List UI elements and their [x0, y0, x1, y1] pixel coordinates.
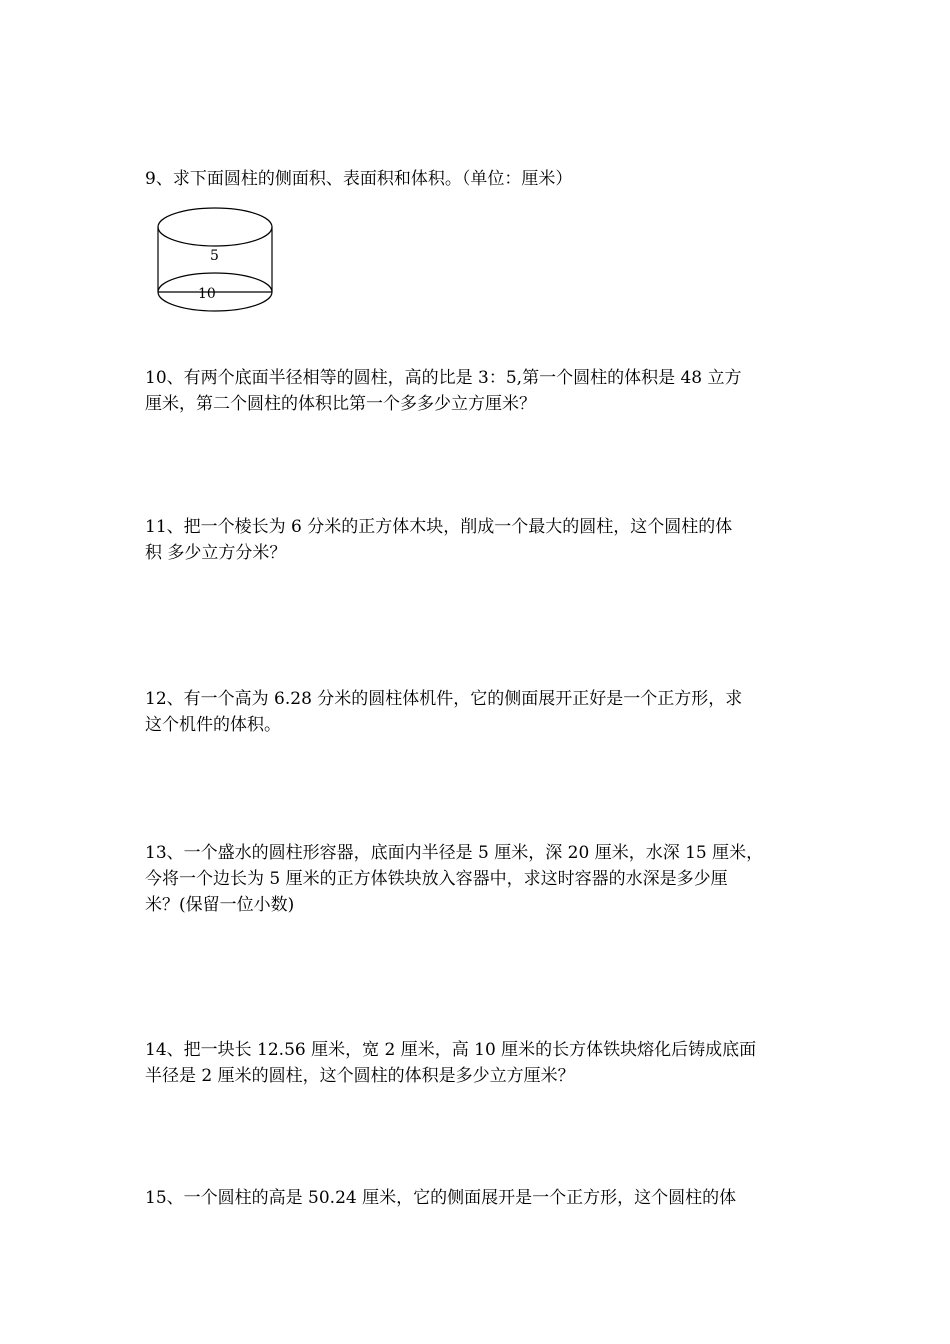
problem-10-line-1: 10、有两个底面半径相等的圆柱，高的比是 3：5,第一个圆柱的体积是 48 立方 [145, 368, 742, 388]
problem-12 [145, 686, 825, 738]
problem-13-line-1: 13、一个盛水的圆柱形容器，底面内半径是 5 厘米，深 20 厘米，水深 15 厘米， [145, 843, 764, 863]
problem-10-line-2: 厘米，第二个圆柱的体积比第一个多多少立方厘米？ [145, 394, 536, 414]
problem-9 [145, 166, 825, 192]
problem-11-line-2: 积 多少立方分米？ [145, 543, 287, 563]
problem-10 [145, 365, 825, 417]
problem-15 [145, 1185, 825, 1211]
cylinder-top-ellipse [158, 208, 272, 246]
problem-14-line-1: 14、把一块长 12.56 厘米，宽 2 厘米，高 10 厘米的长方体铁块熔化后铸成底面 [145, 1040, 757, 1060]
diameter-label: 10 [198, 286, 216, 302]
problem-12-line-2: 这个机件的体积。 [145, 715, 281, 735]
problem-14-line-2: 半径是 2 厘米的圆柱，这个圆柱的体积是多少立方厘米？ [145, 1066, 575, 1086]
problem-14 [145, 1037, 825, 1089]
problem-12-line-1: 12、有一个高为 6.28 分米的圆柱体机件，它的侧面展开正好是一个正方形，求 [145, 689, 743, 709]
problem-15-line-1: 15、一个圆柱的高是 50.24 厘米，它的侧面展开是一个正方形，这个圆柱的体 [145, 1188, 737, 1208]
problem-13 [145, 840, 825, 918]
cylinder-diagram [150, 200, 285, 320]
problem-13-line-3: 米？(保留一位小数) [145, 895, 295, 915]
problem-11-line-1: 11、把一个棱长为 6 分米的正方体木块，削成一个最大的圆柱，这个圆柱的体 [145, 517, 733, 537]
cylinder-figure [150, 200, 285, 320]
height-label: 5 [210, 248, 219, 264]
problem-13-line-2: 今将一个边长为 5 厘米的正方体铁块放入容器中，求这时容器的水深是多少厘 [145, 869, 728, 889]
problem-9-line-1: 9、求下面圆柱的侧面积、表面积和体积。（单位：厘米） [145, 169, 573, 189]
problem-11 [145, 514, 825, 566]
